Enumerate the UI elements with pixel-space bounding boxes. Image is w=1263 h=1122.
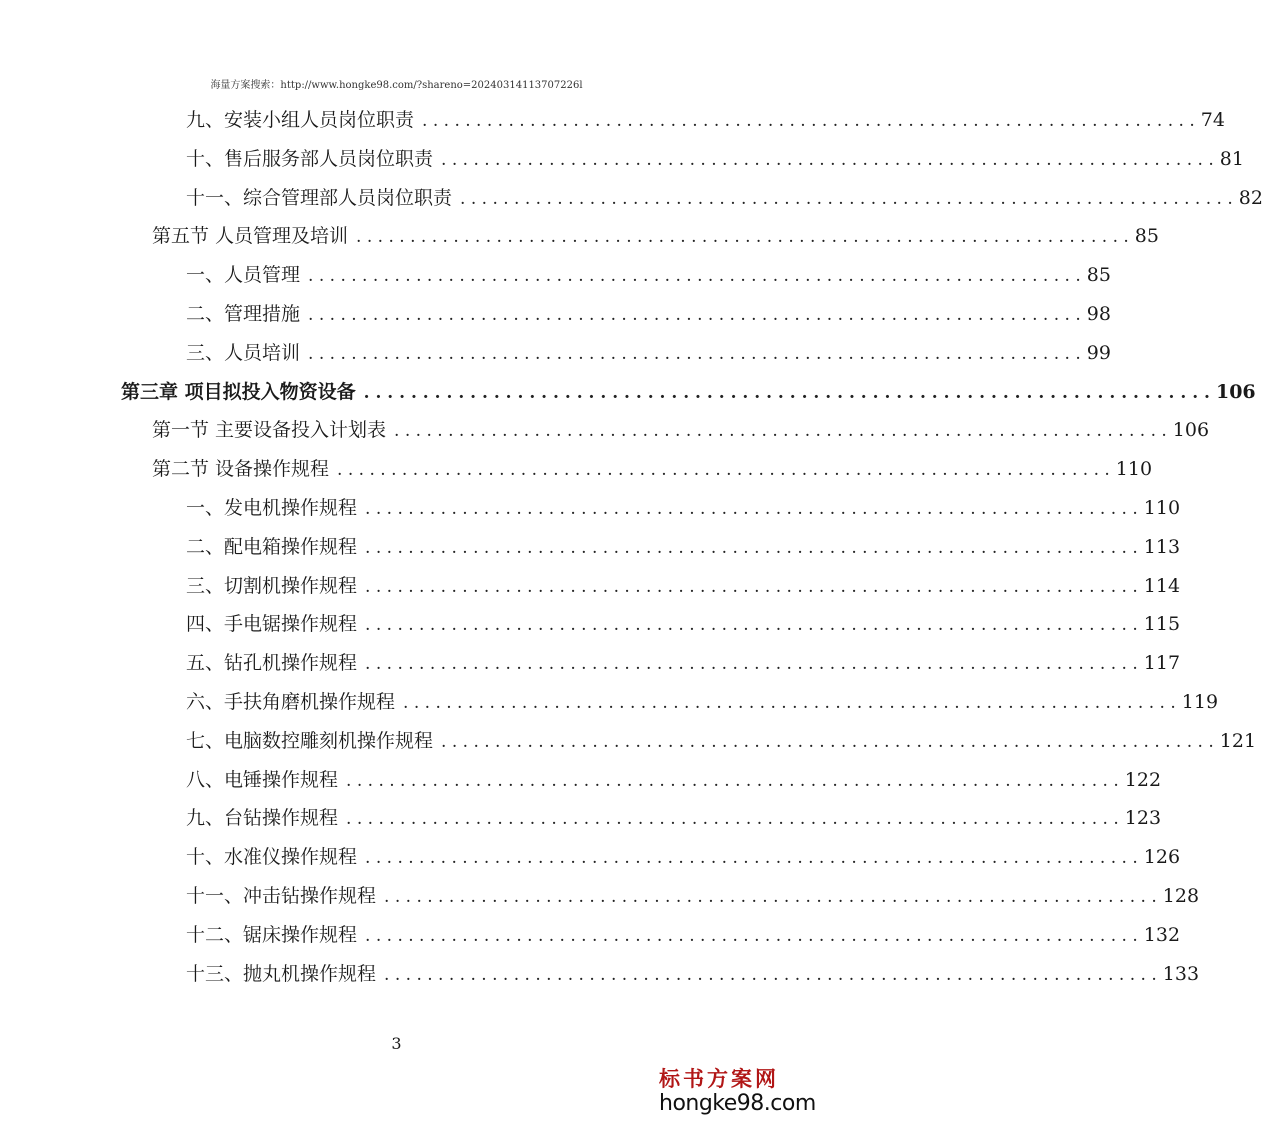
toc-entry[interactable] — [186, 296, 1111, 332]
dot-leader — [308, 336, 1081, 372]
toc-entry[interactable] — [186, 956, 1200, 992]
toc-entry-title: 三、人员培训 — [186, 341, 301, 364]
toc-entry[interactable] — [186, 490, 1181, 526]
toc-entry-page: 123 — [1124, 807, 1162, 830]
dot-leader — [441, 142, 1214, 178]
toc-entry-title: 五、钻孔机操作规程 — [186, 652, 358, 675]
toc-entry[interactable] — [186, 762, 1162, 798]
dot-leader — [384, 879, 1157, 915]
toc-entry[interactable] — [186, 141, 1244, 177]
dot-leader — [365, 918, 1138, 954]
toc-entry[interactable] — [152, 218, 1159, 254]
dot-leader — [422, 103, 1195, 139]
header-search-link: 海量方案搜索：http://www.hongke98.com/?shareno=20240314113707226l — [210, 80, 583, 91]
toc-entry-title: 十二、锯床操作规程 — [186, 923, 358, 946]
toc-entry-title: 十、水准仪操作规程 — [186, 846, 358, 869]
toc-entry-title: 十一、冲击钻操作规程 — [186, 885, 377, 907]
toc-entry-page: 110 — [1143, 497, 1181, 519]
dot-leader — [365, 530, 1138, 566]
toc-entry[interactable] — [186, 606, 1181, 642]
dot-leader — [365, 840, 1138, 876]
toc-entry-page: 121 — [1219, 729, 1257, 752]
toc-entry[interactable] — [186, 917, 1181, 953]
toc-entry[interactable] — [186, 800, 1162, 836]
toc-entry-page: 113 — [1143, 535, 1181, 558]
toc-entry-title: 二、管理措施 — [186, 303, 301, 325]
toc-entry-title: 第一节 主要设备投入计划表 — [152, 419, 387, 442]
toc-entry-page: 98 — [1086, 303, 1111, 325]
watermark-logo — [659, 1066, 816, 1116]
toc-entry-page: 119 — [1181, 691, 1219, 713]
toc-entry-title: 四、手电锯操作规程 — [186, 613, 358, 636]
toc-entry-title: 第五节 人员管理及培训 — [152, 225, 349, 248]
toc-entry[interactable] — [186, 335, 1111, 371]
toc-entry-page: 110 — [1115, 458, 1153, 481]
page-number: 3 — [391, 1034, 402, 1053]
toc-entry-page: 114 — [1143, 574, 1181, 597]
toc-entry-title: 一、发电机操作规程 — [186, 497, 358, 519]
toc-entry-title: 一、人员管理 — [186, 264, 301, 287]
dot-leader — [403, 685, 1176, 721]
toc-entry[interactable] — [186, 102, 1225, 138]
toc-entry-page: 115 — [1143, 613, 1181, 636]
dot-leader — [365, 646, 1138, 682]
dot-leader — [337, 452, 1110, 488]
toc-entry-title: 六、手扶角磨机操作规程 — [186, 691, 396, 713]
dot-leader — [365, 491, 1138, 527]
toc-entry-page: 85 — [1086, 264, 1111, 287]
toc-entry-title: 九、台钻操作规程 — [186, 807, 339, 830]
toc-entry-title: 第三章 项目拟投入物资设备 — [121, 380, 356, 403]
dot-leader — [356, 219, 1129, 255]
watermark-name: 标书方案网 — [659, 1066, 779, 1091]
dot-leader — [384, 957, 1157, 993]
toc-entry[interactable] — [186, 723, 1257, 759]
toc-entry-page: 106 — [1215, 380, 1256, 403]
dot-leader — [346, 763, 1119, 799]
toc-entry-page: 133 — [1162, 962, 1200, 985]
toc-entry-page: 85 — [1134, 225, 1159, 248]
toc-entry-page: 74 — [1200, 109, 1225, 131]
toc-entry-page: 81 — [1219, 147, 1244, 170]
toc-entry[interactable] — [152, 451, 1153, 487]
toc-entry[interactable] — [186, 684, 1219, 720]
toc-entry-page: 117 — [1143, 652, 1181, 675]
toc-entry-page: 126 — [1143, 846, 1181, 869]
toc-entry-title: 九、安装小组人员岗位职责 — [186, 109, 415, 131]
dot-leader — [365, 569, 1138, 605]
toc-entry[interactable] — [186, 645, 1181, 681]
dot-leader — [365, 607, 1138, 643]
dot-leader — [308, 258, 1081, 294]
dot-leader — [346, 801, 1119, 837]
toc-entry-title: 第二节 设备操作规程 — [152, 458, 330, 481]
toc-entry[interactable] — [186, 568, 1181, 604]
toc-entry-title: 三、切割机操作规程 — [186, 574, 358, 597]
toc-entry[interactable] — [186, 529, 1181, 565]
toc-entry[interactable] — [186, 180, 1263, 216]
toc-entry-page: 132 — [1143, 923, 1181, 946]
toc-entry-title: 十、售后服务部人员岗位职责 — [186, 147, 434, 170]
toc-entry-page: 99 — [1086, 341, 1111, 364]
watermark-url: hongke98.com — [659, 1091, 816, 1116]
toc-entry[interactable] — [186, 839, 1181, 875]
dot-leader — [441, 724, 1214, 760]
toc-entry-title: 七、电脑数控雕刻机操作规程 — [186, 729, 434, 752]
toc-entry-page: 106 — [1172, 419, 1210, 442]
toc-entry-title: 八、电锤操作规程 — [186, 768, 339, 791]
toc-entry-page: 82 — [1238, 186, 1263, 209]
dot-leader — [364, 375, 1210, 411]
toc-entry-page: 128 — [1162, 885, 1200, 907]
toc-entry[interactable] — [186, 257, 1111, 293]
dot-leader — [460, 181, 1233, 217]
dot-leader — [394, 413, 1167, 449]
toc-entry[interactable] — [152, 412, 1210, 448]
toc-entry[interactable] — [121, 374, 1256, 410]
toc-entry-title: 十一、综合管理部人员岗位职责 — [186, 186, 453, 209]
toc-entry[interactable] — [186, 878, 1200, 914]
toc-entry-page: 122 — [1124, 768, 1162, 791]
toc-entry-title: 二、配电箱操作规程 — [186, 535, 358, 558]
dot-leader — [308, 297, 1081, 333]
toc-entry-title: 十三、抛丸机操作规程 — [186, 962, 377, 985]
